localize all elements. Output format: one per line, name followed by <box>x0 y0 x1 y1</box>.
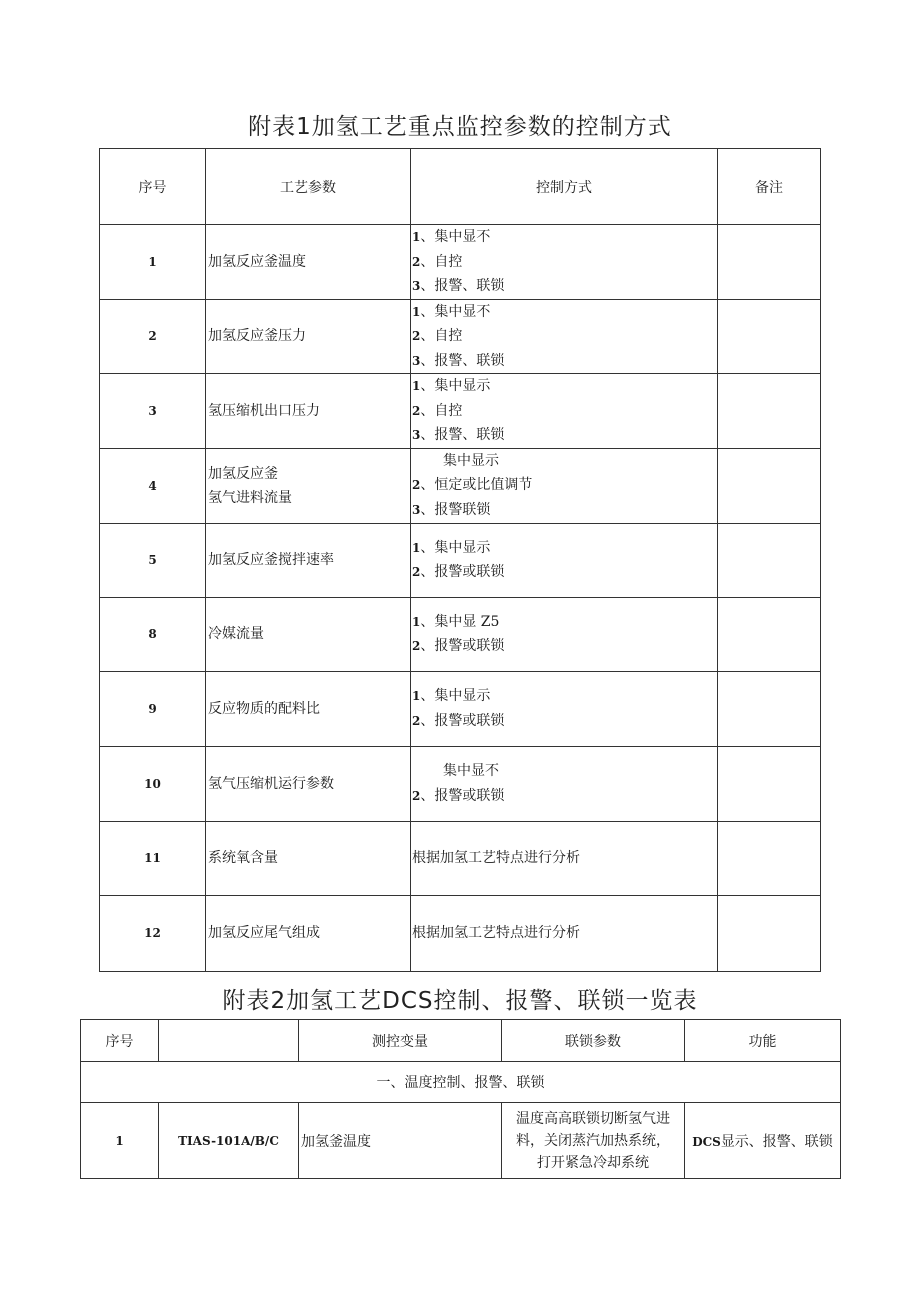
row-no: 2 <box>100 299 206 374</box>
control-line-number: 3 <box>412 502 421 517</box>
control-line-text: 、报警或联锁 <box>420 712 505 729</box>
control-line <box>412 449 717 474</box>
param-cell <box>206 746 411 821</box>
control-line-text: 根据加氢工艺特点进行分析 <box>412 849 580 866</box>
table-row <box>100 448 821 523</box>
control-line-text: 、自控 <box>420 328 463 344</box>
function-text: 显示、报警、联锁 <box>720 1133 833 1150</box>
note-cell <box>718 821 821 895</box>
control-line <box>412 634 717 659</box>
control-line-text: 、集中显示 <box>420 378 491 394</box>
control-line-text: 、报警或联锁 <box>420 564 505 580</box>
header-control: 控制方式 <box>411 149 718 225</box>
note-cell <box>718 448 821 523</box>
control-cell <box>411 671 718 746</box>
row-no: 5 <box>100 523 206 597</box>
row-no: 8 <box>100 597 206 671</box>
control-line-text: 、报警或联锁 <box>420 638 505 654</box>
note-cell <box>718 746 821 821</box>
param-cell <box>206 523 411 597</box>
control-cell <box>411 299 718 374</box>
header-tag <box>159 1020 299 1062</box>
control-line-text: 、集中显不 <box>420 229 491 245</box>
table-row <box>100 671 821 746</box>
note-cell <box>718 523 821 597</box>
row-no: 10 <box>100 746 206 821</box>
control-line <box>412 921 717 946</box>
param-line: 系统氧含量 <box>208 850 278 866</box>
control-line-number: 2 <box>412 639 421 653</box>
control-cell <box>411 746 718 821</box>
param-line: 氢压缩机出口压力 <box>208 402 320 419</box>
control-line-number: 1 <box>412 379 421 393</box>
param-cell <box>206 895 411 971</box>
param-line: 加氢反应尾气组成 <box>208 925 320 941</box>
control-line-number: 2 <box>412 478 421 493</box>
control-method-table <box>99 148 821 972</box>
control-line <box>412 498 717 523</box>
control-line <box>412 846 717 871</box>
control-line-number: 2 <box>412 788 421 803</box>
param-cell <box>206 374 411 449</box>
control-line-number: 3 <box>412 279 421 293</box>
table-row <box>100 299 821 374</box>
interlock-line: 温度高高联锁切断氢气进 <box>516 1110 670 1127</box>
interlock-line: 打开紧急冷却系统 <box>537 1154 649 1171</box>
row-no: 4 <box>100 448 206 523</box>
table-row <box>100 821 821 895</box>
function-dcs: DCS <box>692 1134 721 1149</box>
note-cell <box>718 597 821 671</box>
control-line-number: 3 <box>412 353 421 368</box>
table-row <box>100 225 821 300</box>
header-variable: 测控变量 <box>299 1020 502 1062</box>
control-line <box>412 300 717 325</box>
control-line <box>412 324 717 349</box>
param-cell <box>206 597 411 671</box>
param-line: 冷媒流量 <box>208 626 264 642</box>
param-line: 加氢反应釜 <box>208 465 278 482</box>
control-line-number: 1 <box>412 230 421 244</box>
control-line-number: 1 <box>412 540 421 555</box>
control-cell <box>411 374 718 449</box>
table1-header-row <box>100 149 821 225</box>
control-line-text: 、集中显 Z5 <box>420 613 500 630</box>
control-line-text: 、报警、联锁 <box>420 427 505 443</box>
header-no: 序号 <box>100 149 206 225</box>
control-line <box>412 399 717 424</box>
measured-variable: 加氢釜温度 <box>299 1103 502 1179</box>
control-line-number: 2 <box>412 254 421 269</box>
section-title: 一、温度控制、报警、联锁 <box>81 1062 841 1103</box>
param-cell <box>206 448 411 523</box>
tag-code: TIAS-101A/B/C <box>159 1103 299 1179</box>
header-param: 工艺参数 <box>206 149 411 225</box>
control-line-text: 、集中显示 <box>420 688 491 704</box>
param-line: 加氢反应釜温度 <box>208 253 306 270</box>
control-line-number: 3 <box>412 428 421 442</box>
note-cell <box>718 895 821 971</box>
table-row <box>100 746 821 821</box>
section-row <box>81 1062 841 1103</box>
header-no: 序号 <box>81 1020 159 1062</box>
control-line-number: 1 <box>412 614 421 629</box>
control-line <box>412 560 717 585</box>
control-line <box>412 536 717 561</box>
control-line-text: 、集中显示 <box>420 539 491 556</box>
control-line <box>412 610 717 635</box>
control-line <box>412 374 717 399</box>
row-no: 12 <box>100 895 206 971</box>
control-line-number: 2 <box>412 565 421 579</box>
control-cell <box>411 523 718 597</box>
table-row <box>81 1103 841 1179</box>
header-note: 备注 <box>718 149 821 225</box>
control-cell <box>411 895 718 971</box>
control-line-text: 、报警、联锁 <box>420 278 505 294</box>
param-cell <box>206 671 411 746</box>
control-line <box>412 784 717 809</box>
control-line-text: 、自控 <box>420 402 463 419</box>
param-line: 氢气进料流量 <box>208 489 292 506</box>
table2-header-row <box>81 1020 841 1062</box>
row-no: 1 <box>100 225 206 300</box>
control-line <box>412 423 717 448</box>
table1-title: 附表1加氢工艺重点监控参数的控制方式 <box>248 114 672 140</box>
param-cell <box>206 299 411 374</box>
control-cell <box>411 448 718 523</box>
interlock-params <box>502 1103 685 1179</box>
control-line-text: 集中显不 <box>443 763 499 779</box>
control-line-number: 2 <box>412 329 421 343</box>
control-line-number: 2 <box>412 403 421 418</box>
row-no: 3 <box>100 374 206 449</box>
control-line-number: 2 <box>412 713 421 728</box>
control-line <box>412 349 717 374</box>
control-line <box>412 225 717 250</box>
table-row <box>100 523 821 597</box>
param-line: 氢气压缩机运行参数 <box>208 775 334 792</box>
control-line <box>412 709 717 734</box>
control-line <box>412 250 717 275</box>
control-line-text: 根据加氢工艺特点进行分析 <box>412 924 580 941</box>
table-row <box>100 374 821 449</box>
control-line <box>412 473 717 498</box>
param-cell <box>206 821 411 895</box>
note-cell <box>718 225 821 300</box>
control-cell <box>411 821 718 895</box>
function-cell <box>685 1103 841 1179</box>
note-cell <box>718 374 821 449</box>
control-line-text: 、报警、联锁 <box>420 352 505 369</box>
param-cell <box>206 225 411 300</box>
param-line: 反应物质的配料比 <box>208 700 320 717</box>
row-no: 11 <box>100 821 206 895</box>
header-function: 功能 <box>685 1020 841 1062</box>
header-interlock: 联锁参数 <box>502 1020 685 1062</box>
control-line-number: 1 <box>412 304 421 319</box>
table-row <box>100 597 821 671</box>
dcs-interlock-table <box>80 1019 841 1179</box>
interlock-line: 料，关闭蒸汽加热系统， <box>516 1132 670 1149</box>
control-line <box>412 274 717 299</box>
note-cell <box>718 671 821 746</box>
control-line-number: 1 <box>412 689 421 703</box>
control-line-text: 集中显示 <box>443 452 499 469</box>
param-line: 加氢反应釜搅拌速率 <box>208 552 334 568</box>
control-line-text: 、自控 <box>420 253 463 270</box>
control-line-text: 、报警或联锁 <box>420 787 505 804</box>
control-line-text: 、报警联锁 <box>420 501 491 518</box>
row-no: 1 <box>81 1103 159 1179</box>
control-line-text: 、集中显不 <box>420 303 491 320</box>
control-cell <box>411 225 718 300</box>
control-cell <box>411 597 718 671</box>
control-line <box>412 684 717 709</box>
table2-title: 附表2加氢工艺DCS控制、报警、联锁一览表 <box>222 988 698 1014</box>
control-line-text: 、恒定或比值调节 <box>420 477 533 494</box>
control-line <box>412 759 717 784</box>
table-row <box>100 895 821 971</box>
param-line: 加氢反应釜压力 <box>208 328 306 345</box>
note-cell <box>718 299 821 374</box>
row-no: 9 <box>100 671 206 746</box>
